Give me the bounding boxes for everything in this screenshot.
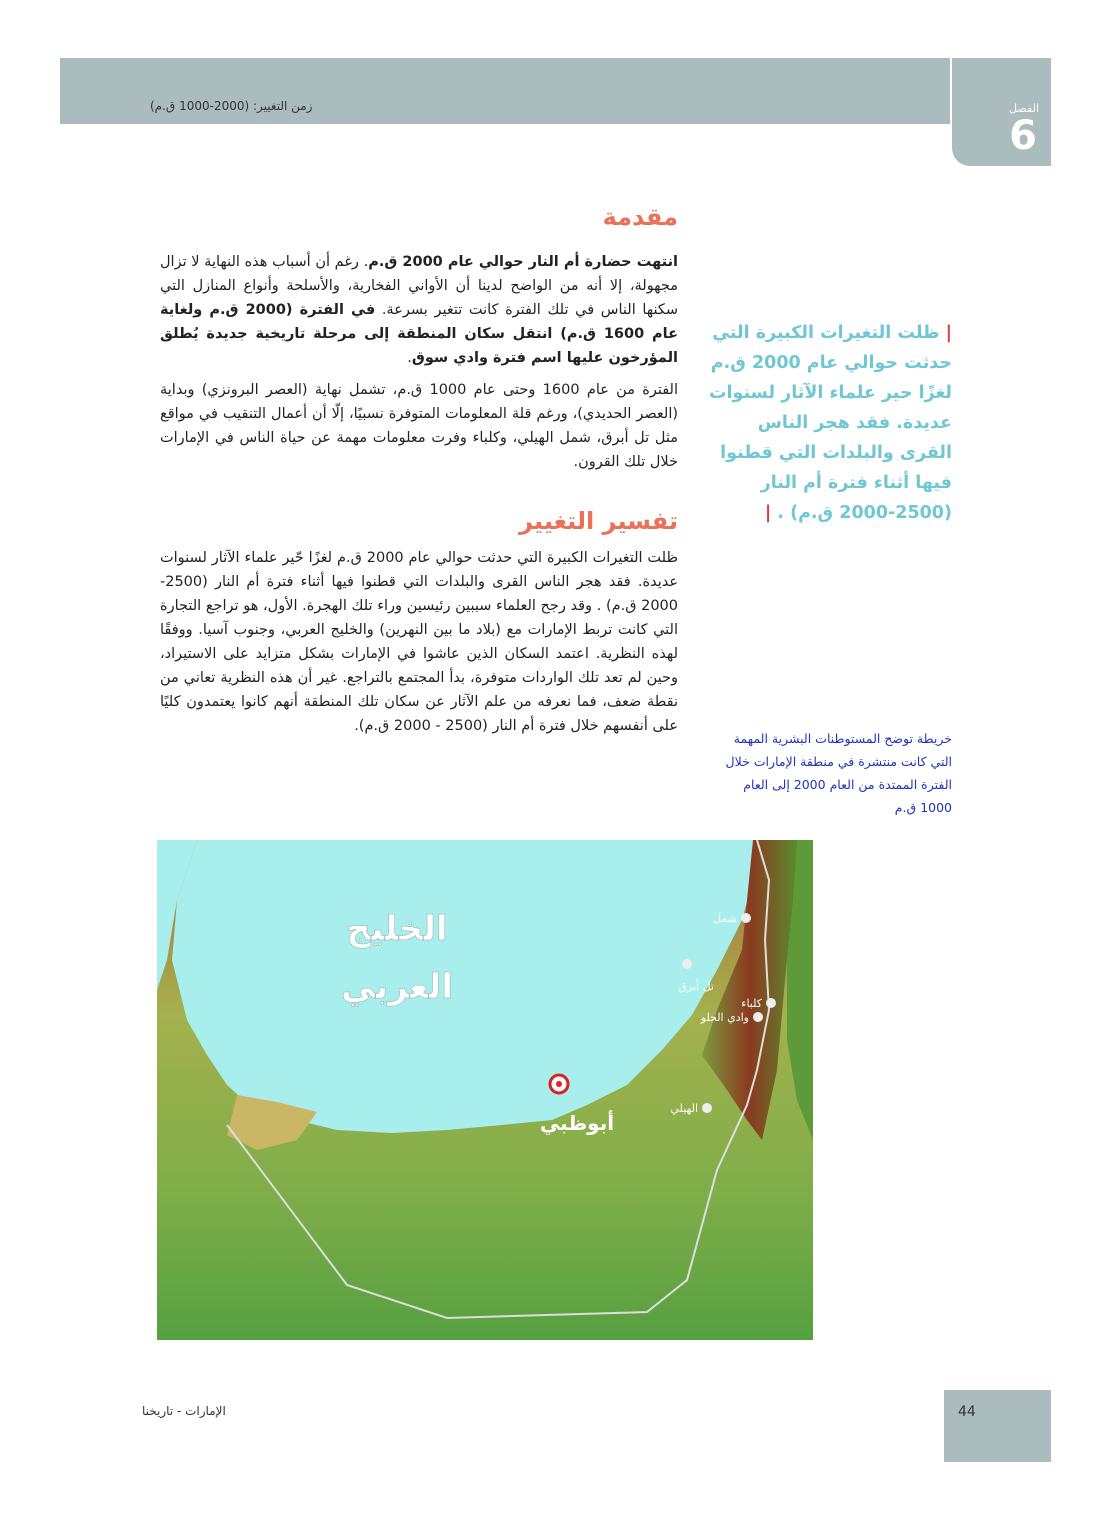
place-marker-tell-abraq <box>682 959 692 969</box>
quote-open-bar: | <box>945 323 952 343</box>
intro-bold-period: في الفترة (2000 ق.م ولغاية عام 1600 ق.م) انتقل سكان المنطقة إلى مرحلة تاريخية جديدة يُطلق المؤرخون عليها اسم فترة وادي سوق <box>160 302 678 366</box>
place-label-hili: الهيلي <box>670 1102 698 1115</box>
gulf-label-1: الخليج <box>346 909 448 949</box>
place-label-kalba: كلباء <box>741 997 762 1010</box>
place-marker-hili <box>702 1103 712 1113</box>
quote-close-bar: | <box>764 503 772 523</box>
page-number: 44 <box>958 1404 976 1420</box>
capital-marker-dot <box>556 1081 562 1087</box>
running-header-title: زمن التغيير: (2000-1000 ق.م) <box>150 99 313 113</box>
place-marker-wadi-al-helo <box>753 1012 763 1022</box>
intro-paragraph-1 <box>160 250 678 370</box>
intro-text: . رغم أن أسباب هذه النهاية لا تزال مجهولة، إلا أنه من الواضح لدينا أن الأواني الفخارية، والأسلحة وأنواع المنازل التي سكنها الناس في تلك الفترة كانت تتغير بسرعة. <box>160 254 678 318</box>
change-section <box>160 546 678 738</box>
chapter-label: الفصل <box>1009 102 1039 115</box>
capital-label: أبوظبي <box>539 1111 615 1135</box>
place-marker-kalba <box>766 998 776 1008</box>
pull-quote-text: ظلت التغيرات الكبيرة التي حدثت حوالي عام 2000 ق.م لغزًا حير علماء الآثار لسنوات عديدة. فقد هجر الناس القرى والبلدات التي قطنوا فيها أثناء فترة أم النار (2500-2000 ق.م) . <box>708 323 952 523</box>
header-band <box>60 58 950 124</box>
chapter-number: 6 <box>1009 113 1037 159</box>
place-label-wadi-al-helo: وادي الحلو <box>700 1011 749 1024</box>
change-paragraph: ظلت التغيرات الكبيرة التي حدثت حوالي عام 2000 ق.م لغزًا حّير علماء الآثار لسنوات عديدة. فقد هجر الناس القرى والبلدات التي قطنوا فيها أثناء فترة أم النار (2500-2000 ق.م) . وقد رجح العلماء سببين رئيسين وراء تلك الهجرة. الأول، هو تراجع التجارة التي كانت تربط الإمارات مع (بلاد ما بين النهرين) والخليج العربي، وجنوب آسيا. ووفقًا لهذه النظرية. اعتمد السكان الذين عاشوا في الإمارات بشكل متزايد على الاستيراد، وحين لم تعد تلك الواردات متوفرة، بدأ المجتمع بالتراجع. غير أن هذه النظرية تعاني من نقطة ضعف، فما نعرفه من علم الآثار عن سكان تلك المنطقة أنهم كانوا يعتمدون كليًا على أنفسهم خلال فترة أم النار (2500 - 2000 ق.م). <box>160 550 678 734</box>
intro-heading: مقدمة <box>602 203 678 231</box>
chapter-tab <box>952 58 1051 166</box>
place-label-shimal: شمل <box>713 912 737 925</box>
intro-bold-lead: انتهت حضارة أم النار حوالي عام 2000 ق.م <box>368 254 678 270</box>
intro-section <box>160 250 678 474</box>
pull-quote <box>700 318 952 528</box>
place-label-tell-abraq: تل أبرق <box>678 980 714 993</box>
place-marker-shimal <box>741 913 751 923</box>
gulf-label-2: العربي <box>341 967 453 1007</box>
intro-paragraph-2: الفترة من عام 1600 وحتى عام 1000 ق.م، تشمل نهاية (العصر البرونزي) وبداية (العصر الحديدي)، ورغم قلة المعلومات المتوفرة نسبيًا، إلّا أن أعمال التنقيب في مواقع مثل تل أبرق، شمل الهيلي، وكلباء وفرت معلومات مهمة عن حياة الناس في الإمارات خلال تلك القرون. <box>160 382 679 470</box>
book-title: الإمارات - تاريخنا <box>142 1404 226 1418</box>
map-caption: خريطة توضح المستوطنات البشرية المهمة التي كانت منتشرة في منطقة الإمارات خلال الفترة الممتدة من العام 2000 إلى العام 1000 ق.م <box>725 731 952 815</box>
uae-relief-map <box>157 840 813 1340</box>
change-heading: تفسير التغيير <box>519 507 678 535</box>
footer-tab <box>944 1390 1051 1462</box>
intro-end: . <box>407 350 412 366</box>
